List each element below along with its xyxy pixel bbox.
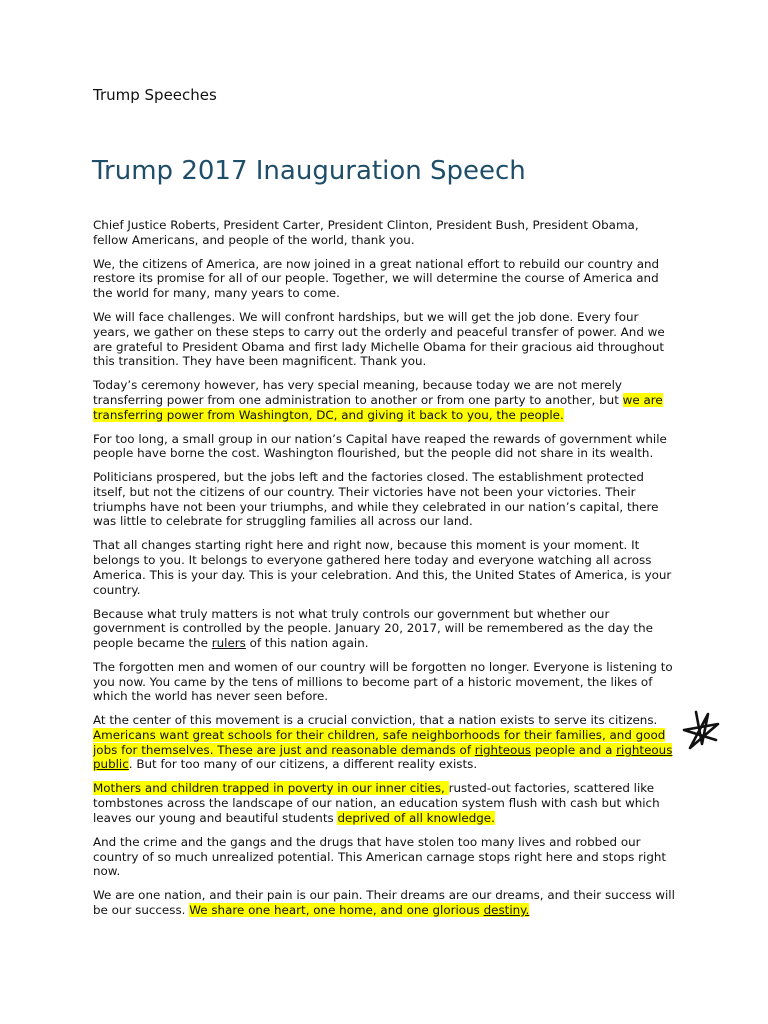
document-header: Trump Speeches	[93, 86, 217, 104]
paragraph-10	[93, 713, 677, 772]
highlight: people and a	[531, 742, 617, 757]
underlined-word: rulers	[211, 635, 246, 650]
paragraph-11-text: rusted-out factories, scattered like tombstones across the landscape of our nation, an education system flush with cash but which leaves our young and beautiful students	[93, 781, 660, 825]
paragraph-12: And the crime and the gangs and the drugs that have stolen too many lives and robbed our country of so much unrealized potential. This American carnage stops right here and stops right now.	[93, 834, 667, 879]
paragraph-8-text-end: of this nation again.	[245, 635, 369, 650]
paragraph-8-text: Because what truly matters is not what truly controls our government but whether our government is controlled by the people. January 20, 2017, will be remembered as the day the people became the	[93, 606, 653, 650]
highlight-underlined-word: righteous	[474, 742, 532, 757]
paragraph-5: For too long, a small group in our nation’s Capital have reaped the rewards of government while people have borne the cost. Washington flourished, but the people did not share in its wealth.	[93, 431, 667, 461]
highlight: Americans want great schools for their children, safe neighborhoods for their families, and good jobs for themselves. These are just and reasonable demands of	[93, 728, 666, 757]
highlight: we are transferring power from Washington, DC, and giving it back to you, the people.	[93, 392, 663, 422]
paragraph-2: We, the citizens of America, are now joined in a great national effort to rebuild our country and restore its promise for all of our people. Together, we will determine the course of America and the world for many, many years to come.	[93, 256, 660, 301]
paragraph-3: We will face challenges. We will confront hardships, but we will get the job done. Every four years, we gather on these steps to carry out the orderly and peaceful transfer of power. And we are grateful to President Obama and first lady Michelle Obama for their gracious aid throughout this transition. They have been magnificent. Thank you.	[93, 310, 665, 369]
hand-drawn-star-icon	[680, 708, 724, 752]
page-title: Trump 2017 Inauguration Speech	[92, 156, 526, 186]
paragraph-6: Politicians prospered, but the jobs left and the factories closed. The establishment protected itself, but not the citizens of our country. Their victories have not been your victories. Their triumphs have not been your triumphs, and while they celebrated in our nation’s capital, there was little to celebrate for struggling families all across our land.	[93, 470, 659, 529]
paragraph-8	[93, 607, 677, 651]
document-body	[93, 218, 677, 927]
highlight: We share one heart, one home, and one glorious	[189, 902, 484, 917]
paragraph-13-text: We are one nation, and their pain is our pain. Their dreams are our dreams, and their success will be our success.	[93, 888, 675, 917]
paragraph-4-text: Today’s ceremony however, has very special meaning, because today we are not merely transferring power from one administration to another or from one party to another, but	[93, 378, 623, 407]
highlight: Mothers and children trapped in poverty in our inner cities,	[93, 781, 449, 796]
highlight-underlined-word: righteous public	[93, 742, 673, 772]
paragraph-9: The forgotten men and women of our country will be forgotten no longer. Everyone is listening to you now. You came by the tens of millions to become part of a historic movement, the likes of which the world has never seen before.	[93, 659, 673, 704]
paragraph-10-text: At the center of this movement is a crucial conviction, that a nation exists to serve its citizens.	[93, 713, 658, 728]
paragraph-4	[93, 378, 677, 422]
paragraph-10-text-end: . But for too many of our citizens, a different reality exists.	[128, 757, 478, 772]
paragraph-13	[93, 888, 677, 917]
paragraph-1: Chief Justice Roberts, President Carter, President Clinton, President Bush, President Obama, fellow Americans, and people of the world, thank you.	[93, 218, 639, 247]
highlight-underlined-word: destiny.	[483, 902, 530, 917]
paragraph-7: That all changes starting right here and right now, because this moment is your moment. It belongs to you. It belongs to everyone gathered here today and everyone watching all across America. This is your day. This is your celebration. And this, the United States of America, is your country.	[93, 538, 672, 597]
paragraph-11	[93, 781, 677, 825]
highlight: deprived of all knowledge.	[337, 810, 495, 825]
